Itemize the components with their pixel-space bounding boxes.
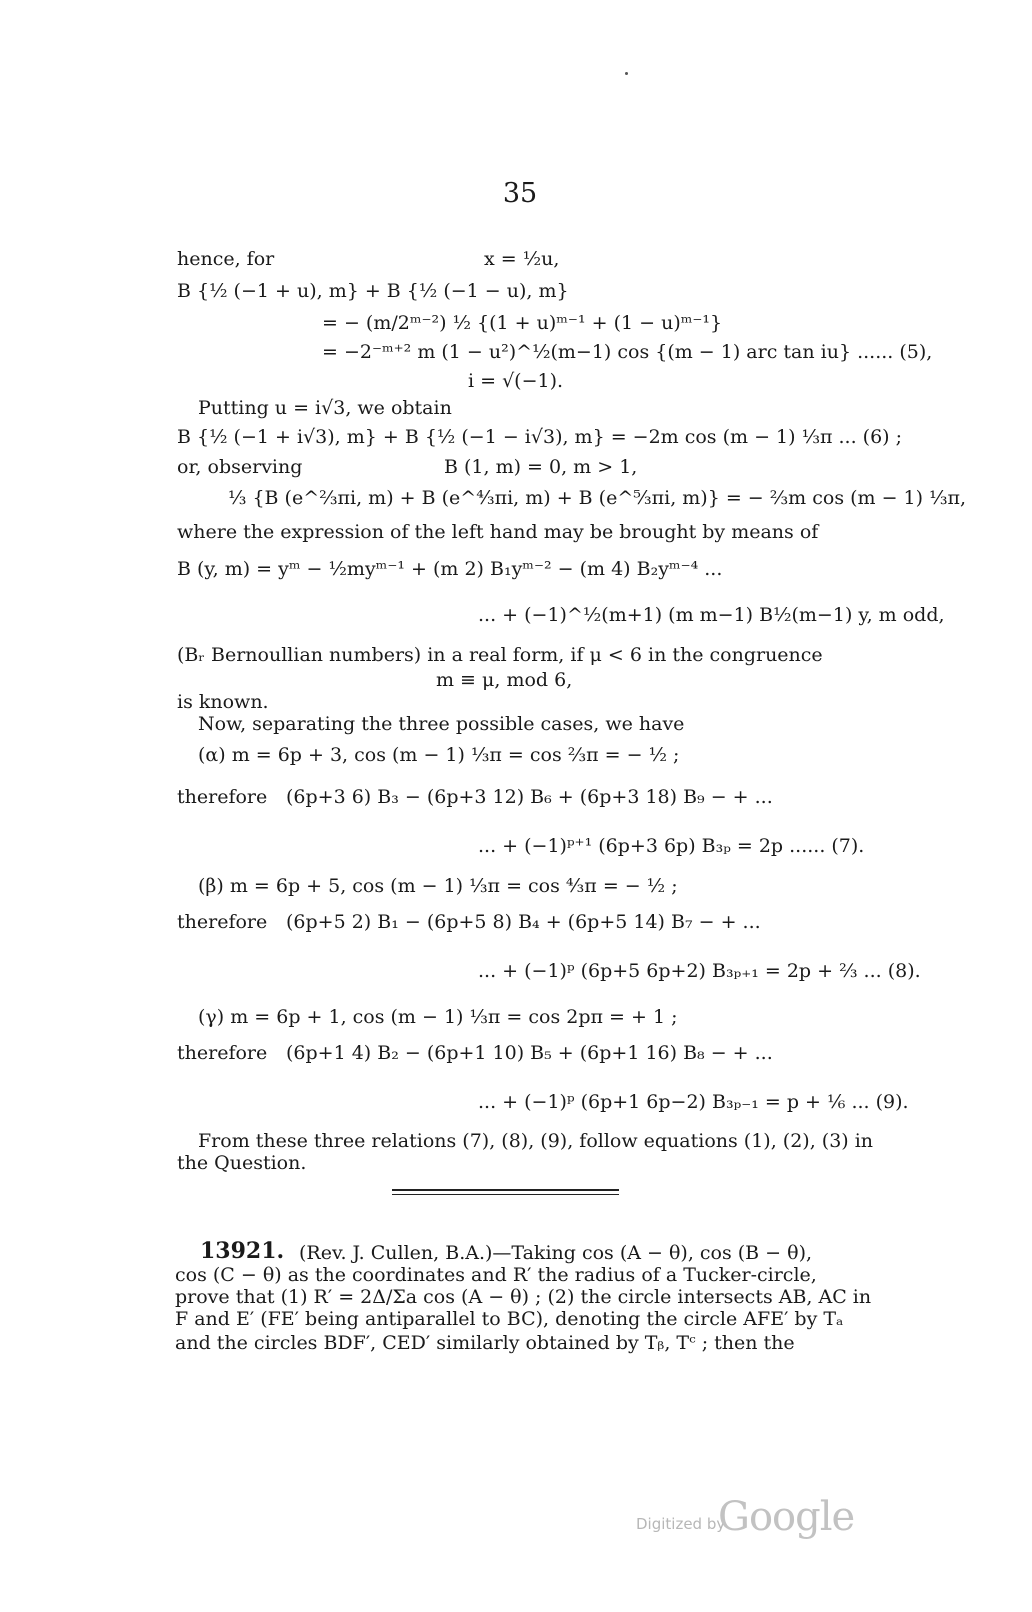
equation: m ≡ μ, mod 6, (436, 669, 573, 691)
problem-line: prove that (1) R′ = 2Δ/Σa cos (A − θ) ; (2) the circle intersects AB, AC in (175, 1286, 872, 1308)
watermark-prefix: Digitized by (636, 1515, 726, 1533)
equation: (6p+1 4) B₂ − (6p+1 10) B₅ + (6p+1 16) B₈ − + ... (286, 1042, 773, 1064)
equation: B (y, m) = yᵐ − ½myᵐ⁻¹ + (m 2) B₁yᵐ⁻² − (m 4) B₂yᵐ⁻⁴ ... (177, 558, 723, 580)
equation: B {½ (−1 + i√3), m} + B {½ (−1 − i√3), m} = −2m cos (m − 1) ⅓π ... (6) ; (177, 426, 903, 448)
text-line: or, observing (177, 456, 303, 478)
equation: i = √(−1). (468, 370, 564, 392)
equation: ... + (−1)ᵖ⁺¹ (6p+3 6p) B₃ₚ = 2p ...... (7). (478, 835, 865, 857)
case-gamma: (γ) m = 6p + 1, cos (m − 1) ⅓π = cos 2pπ = + 1 ; (198, 1006, 678, 1028)
divider-line (392, 1194, 619, 1195)
equation: x = ½u, (484, 248, 560, 270)
problem-line: F and E′ (FE′ being antiparallel to BC), denoting the circle AFE′ by Tₐ (175, 1308, 844, 1330)
text-line: Putting u = i√3, we obtain (198, 397, 452, 419)
equation: ⅓ {B (e^⅔πi, m) + B (e^⁴⁄₃πi, m) + B (e^⁵⁄₃πi, m)} = − ⅔m cos (m − 1) ⅓π, (228, 487, 967, 509)
equation: (6p+5 2) B₁ − (6p+5 8) B₄ + (6p+5 14) B₇ − + ... (286, 911, 761, 933)
case-alpha: (α) m = 6p + 3, cos (m − 1) ⅓π = cos ⅔π = − ½ ; (198, 744, 680, 766)
page-number: 35 (502, 178, 538, 209)
divider-line (392, 1189, 619, 1191)
case-beta: (β) m = 6p + 5, cos (m − 1) ⅓π = cos ⁴⁄₃π = − ½ ; (198, 875, 678, 897)
text-line: Now, separating the three possible cases, we have (198, 713, 685, 735)
text-line: hence, for (177, 248, 275, 270)
section-divider (392, 1189, 619, 1197)
text-line: therefore (177, 786, 268, 808)
text-line: therefore (177, 911, 268, 933)
text-line: is known. (177, 691, 269, 713)
equation: B (1, m) = 0, m > 1, (444, 456, 638, 478)
equation: ... + (−1)ᵖ (6p+1 6p−2) B₃ₚ₋₁ = p + ⅙ ... (9). (478, 1091, 909, 1113)
problem-line: (Rev. J. Cullen, B.A.)—Taking cos (A − θ), cos (B − θ), (299, 1242, 813, 1264)
text-line: therefore (177, 1042, 268, 1064)
equation: (6p+3 6) B₃ − (6p+3 12) B₆ + (6p+3 18) B₉ − + ... (286, 786, 773, 808)
equation: B {½ (−1 + u), m} + B {½ (−1 − u), m} (177, 280, 569, 302)
problem-line: cos (C − θ) as the coordinates and R′ the radius of a Tucker-circle, (175, 1264, 817, 1286)
google-logo: Google (718, 1494, 855, 1540)
text-line: From these three relations (7), (8), (9), follow equations (1), (2), (3) in (198, 1130, 874, 1152)
text-line: where the expression of the left hand may be brought by means of (177, 521, 819, 543)
problem-line: and the circles BDF′, CED′ similarly obtained by Tᵦ, Tᶜ ; then the (175, 1332, 795, 1354)
speck (625, 72, 628, 75)
equation: ... + (−1)^½(m+1) (m m−1) B½(m−1) y, m odd, (478, 604, 945, 626)
text-line: the Question. (177, 1152, 307, 1174)
equation: = −2⁻ᵐ⁺² m (1 − u²)^½(m−1) cos {(m − 1) arc tan iu} ...... (5), (322, 341, 933, 363)
problem-number: 13921. (200, 1238, 285, 1264)
equation: = − (m/2ᵐ⁻²) ½ {(1 + u)ᵐ⁻¹ + (1 − u)ᵐ⁻¹} (322, 312, 723, 334)
text-line: (Bᵣ Bernoullian numbers) in a real form, if μ < 6 in the congruence (177, 644, 823, 666)
equation: ... + (−1)ᵖ (6p+5 6p+2) B₃ₚ₊₁ = 2p + ⅔ ... (8). (478, 960, 921, 982)
